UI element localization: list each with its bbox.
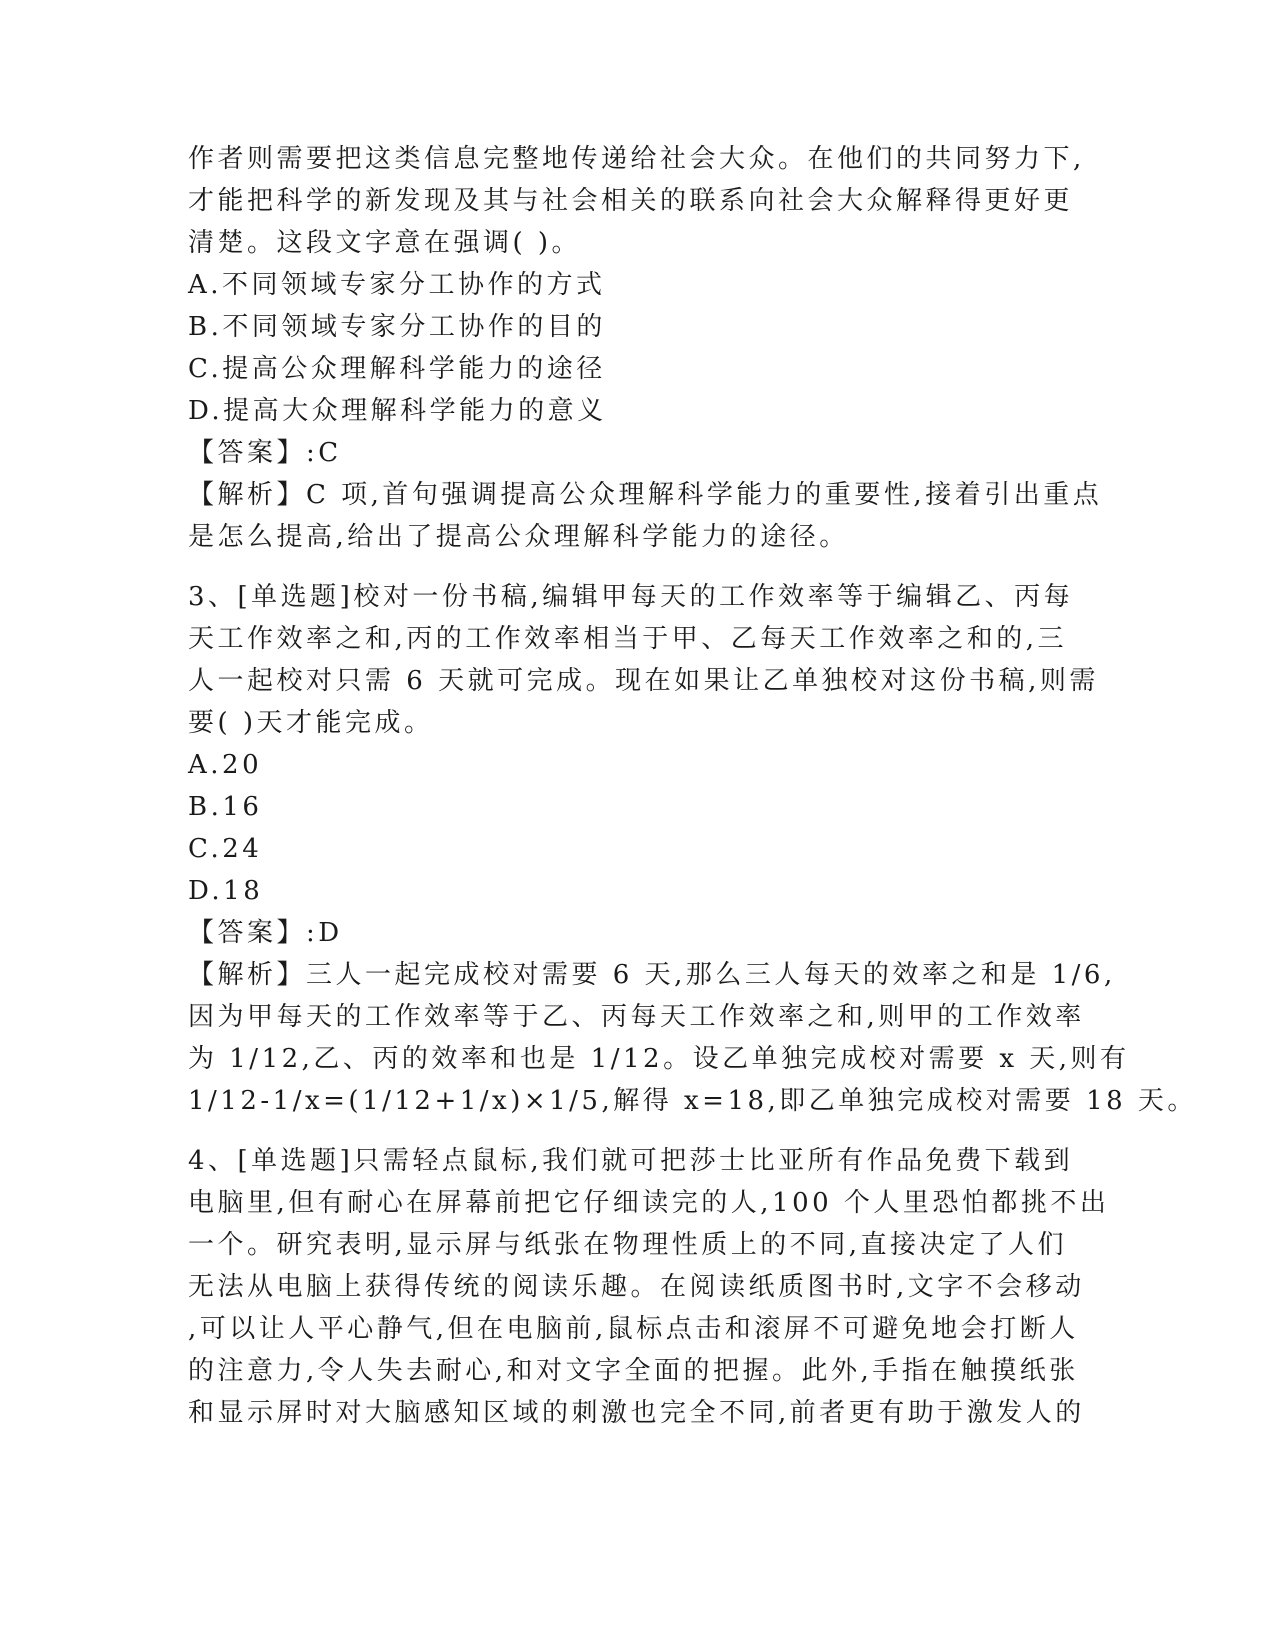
q3-analysis-line-2: 因为甲每天的工作效率等于乙、丙每天工作效率之和,则甲的工作效率 <box>188 1002 1085 1032</box>
q4-stem-line-6: 的注意力,令人失去耐心,和对文字全面的把握。此外,手指在触摸纸张 <box>188 1356 1079 1386</box>
q2-stem-line-3: 清楚。这段文字意在强调( )。 <box>188 228 582 258</box>
q3-stem-line-4: 要( )天才能完成。 <box>188 708 434 738</box>
q3-stem-line-3: 人一起校对只需 6 天就可完成。现在如果让乙单独校对这份书稿,则需 <box>188 666 1099 696</box>
q3-option-a: A.20 <box>188 750 263 780</box>
q3-option-b: B.16 <box>188 792 263 822</box>
q3-analysis-line-1: 【解析】三人一起完成校对需要 6 天,那么三人每天的效率之和是 1/6, <box>188 960 1116 990</box>
q3-stem-line-2: 天工作效率之和,丙的工作效率相当于甲、乙每天工作效率之和的,三 <box>188 624 1068 654</box>
q3-analysis-line-4: 1/12-1/x=(1/12+1/x)×1/5,解得 x=18,即乙单独完成校对需要 18 天。 <box>188 1086 1197 1116</box>
q2-analysis-line-2: 是怎么提高,给出了提高公众理解科学能力的途径。 <box>188 522 849 552</box>
q3-option-d: D.18 <box>188 876 264 906</box>
q4-stem-line-3: 一个。研究表明,显示屏与纸张在物理性质上的不同,直接决定了人们 <box>188 1230 1068 1260</box>
q2-stem-line-1: 作者则需要把这类信息完整地传递给社会大众。在他们的共同努力下, <box>188 144 1085 174</box>
q4-stem-line-7: 和显示屏时对大脑感知区域的刺激也完全不同,前者更有助于激发人的 <box>188 1398 1085 1428</box>
q3-answer: 【答案】:D <box>188 918 343 948</box>
q3-stem-line-1: 3、[单选题]校对一份书稿,编辑甲每天的工作效率等于编辑乙、丙每 <box>188 582 1074 612</box>
q4-stem-line-5: ,可以让人平心静气,但在电脑前,鼠标点击和滚屏不可避免地会打断人 <box>188 1314 1079 1344</box>
q2-option-c: C.提高公众理解科学能力的途径 <box>188 354 606 384</box>
q4-stem-line-2: 电脑里,但有耐心在屏幕前把它仔细读完的人,100 个人里恐怕都挑不出 <box>188 1188 1110 1218</box>
q2-analysis-line-1: 【解析】C 项,首句强调提高公众理解科学能力的重要性,接着引出重点 <box>188 480 1103 510</box>
q4-stem-line-4: 无法从电脑上获得传统的阅读乐趣。在阅读纸质图书时,文字不会移动 <box>188 1272 1085 1302</box>
q4-stem-line-1: 4、[单选题]只需轻点鼠标,我们就可把莎士比亚所有作品免费下载到 <box>188 1146 1074 1176</box>
q2-option-a: A.不同领域专家分工协作的方式 <box>188 270 606 300</box>
q2-option-b: B.不同领域专家分工协作的目的 <box>188 312 606 342</box>
q2-option-d: D.提高大众理解科学能力的意义 <box>188 396 607 426</box>
q3-analysis-line-3: 为 1/12,乙、丙的效率和也是 1/12。设乙单独完成校对需要 x 天,则有 <box>188 1044 1130 1074</box>
q3-option-c: C.24 <box>188 834 263 864</box>
q2-stem-line-2: 才能把科学的新发现及其与社会相关的联系向社会大众解释得更好更 <box>188 186 1074 216</box>
q2-answer: 【答案】:C <box>188 438 342 468</box>
